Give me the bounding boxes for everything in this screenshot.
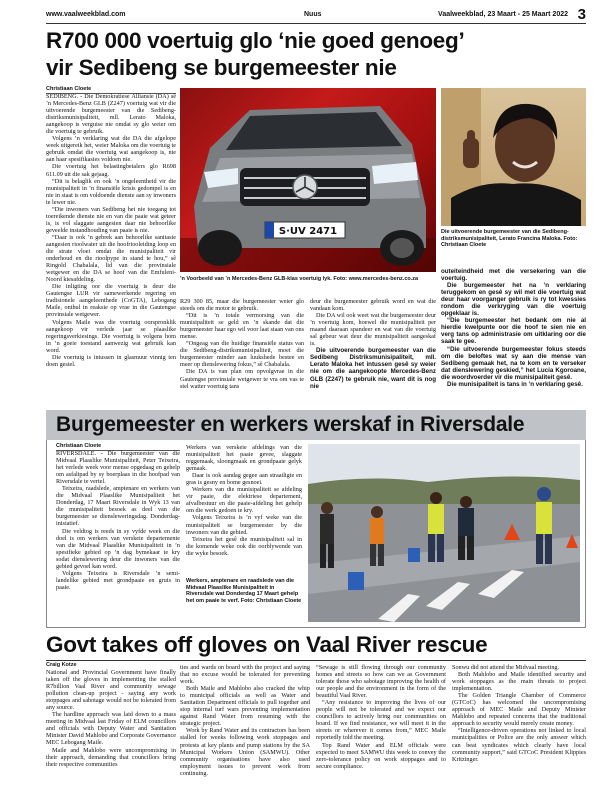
story3-byline: Craig Kotze (46, 662, 77, 668)
story1-paragraph: “Ongeag van die huidige finansiële status van die Sedibeng-distriksmunisipaliteit, moet die burgemeester minder aan luukshede bestee en meer op dienslewering fokus,” sê Chabalala. (180, 340, 304, 369)
story2-paragraph: Werkers van die munisipaliteit se afdeling vir paaie, die elektriese departement, afvalbestuur en die paaie-afdeling het gehelp om die werk gedoen te kry. (186, 486, 302, 515)
story3-rule (46, 660, 586, 661)
story1-paragraph: Die DA is van plan om opvolgvrae in die Gautengse provinsiale wetgewer te vra om vas te stel watter voertuig tans (180, 368, 304, 390)
story3-column-4 (452, 664, 586, 789)
story1-paragraph: “Die burgemeester het bedank om nie al hierdie kwelpunte oor die hoof te sien nie en verg tans op administrasie om uitklaring oor die saak te gee. (441, 317, 586, 346)
story2-column-1 (56, 450, 180, 624)
issue-date: Vaalweekblad, 23 Maart - 25 Maart 2022 (438, 11, 568, 18)
story2-byline: Christiaan Cloete (56, 443, 180, 451)
story1-headline (46, 27, 586, 81)
story1-paragraph: Volgens ’n verklaring wat die DA die afgelope week uitgereik het, weier Maloka om die voertuig te gebruik omdat die voertuig wat aangekoop is, nie aan haar spesifikasies voldoen nie. (46, 135, 176, 164)
story3-paragraph: “Any resistance to improving the lives of our people will not be tolerated and we expect our councillors to actively bring our communities on board. If we find resistance, we will meet it in the streets or wherever it comes from,” MEC Maile reportedly told the meeting. (316, 699, 446, 742)
story1-paragraph: SEDIBENG. - Die Demokratiese Alliansie (DA) sê ’n Mercedes-Benz GLB (Z247) voertuig wat vir die uitvoerende burgemeester van die Sedibeng-distriksmunisipaliteit, mll. Lerato Maloka, aangekoop is verguise nie omdat sy glo weier om die voertuig te gebruik. (46, 93, 176, 136)
story3-paragraph: Both Maile and Mahlobo also cracked the whip to municipal officials as well as Water and Sanitation Department officials to pull together and stop internal turf wars preventing implementation against Rand Water from resuming with the strategic project. (180, 685, 310, 728)
site-url[interactable]: www.vaalweekblad.com (46, 11, 126, 18)
masthead-rule (46, 23, 586, 24)
story2-paragraph: Daar is ook aandag gegee aan straatligte en gras is gesny en bome gesnoei. (186, 472, 302, 487)
story3-paragraph: Maile and Mahlobo were uncompromising in their approach, demanding that councillors bring their respective communities (46, 746, 176, 768)
story3-paragraph: National and Provincial Government have finally taken off the gloves in implementing the stalled R7billion Vaal River and community sewage pollution clean-up project - saying any work stoppages and sabotage would not be tolerated from any source. (46, 669, 176, 712)
story1-paragraph: “Die inwoners van Sedibeng het nie toegang tot toereikende dienste nie en van die paaie wat geteer is, is vol slaggate aangesien daar nie behoorlike geveelde instandhouding van paaie is nie. (46, 205, 176, 234)
story1-column-1 (46, 93, 176, 401)
story1-column-2 (180, 298, 304, 400)
road-workers-illustration (308, 444, 580, 622)
license-plate: S·UV 2471 (278, 226, 338, 237)
story1-paragraph: Die burgemeester het na ’n verklaring teruggekom en gesê sy wil met die voertuig wat deur haar voorganger gebruik is ry tot kwessies rondom die verkryging van die voertuig opgeklaar is. (441, 282, 586, 318)
story1-paragraph: “Dit is ’n totale vermorsing van die munisipaliteit se geld en ’n skande dat die burgemeester haar ego wil voor laat staan van ons mense. (180, 312, 304, 341)
story3-paragraph: ties and wards on board with the project and saying that no excuse would be tolerated for preventing work. (180, 664, 310, 686)
story1-headline-line2: vir Sedibeng se burgemeester nie (46, 55, 397, 80)
story2-paragraph: Die veldtog is reeds in sy vyfde week en die doel is om werkers van verskeie departemente van die Midvaal Plaaslike Munisipaliteit in ’n spesifieke gebied op ’n dag bymekaar te kry sodat dienslewering deur die inwoners van die gebied gevoel kan word. (56, 527, 180, 570)
story2-headline: Burgemeester en werkers werskaf in Riversdale (56, 413, 525, 436)
car-photo (180, 88, 436, 272)
story1-paragraph: Die voertuig het belastingbetalers glo R698 611.09 uit die sak gejaag. (46, 163, 176, 178)
story1-paragraph: Die munisipaliteit is tans in ’n verklaring gesê. (447, 380, 583, 388)
story1-byline: Christiaan Cloete (46, 86, 176, 94)
story1-paragraph: Die DA wil ook weet wat die burgemeester deur ’n voertuig kom, hoewel die munisipaliteit per maand daaraan spandeer en wat van die voertuig sal gebeur wat deur die munisipaliteit aangeskaf is. (310, 312, 436, 348)
story3-paragraph: The Golden Triangle Chamber of Commerce (GTCoC) has welcomed the uncompromising approach of MEC Maile and Deputy Minister Mahlobo and repeated concerns that the traditional approach to security would merely create money. (452, 692, 586, 728)
story2-paragraph: Volgens Teixeira is ’n vyf weke van die munisipaliteit se burgemeester by die inwoners van die gebied. (186, 514, 302, 536)
page-masthead (46, 8, 586, 22)
story1-paragraph: Die uitvoerende burgemeester van die Sedibeng Distriksmunisipaliteit, mll. Lerato Maloka het intussen gesê sy weier nie om die aangekoopte Mercedes-Benz GLB (Z247) te gebruik nie, want dit is nog nie (310, 347, 436, 390)
story1-paragraph: deur die burgemeester gebruik word en wat die vandaan kom. (310, 298, 436, 313)
story3-paragraph: The hardline approach was laid down to a mass meeting in Midvaal last Friday of ELM councillors and officials with Deputy Water and Sanitation Minister David Mahlobo and Corporate Governance MEC Lebogang Maile. (46, 711, 176, 747)
story1-paragraph: “Die uitvoerende burgemeester fokus steeds om die beloftes wat sy aan die mense van Sedibeng gemaak het, na te kom en te verseker dat dienslewering geskied,” het Lucia Kgoroane, die woordvoerder vir die munisipaliteit gesê. (441, 345, 586, 381)
story1-headline-line1: R700 000 voertuig glo ‘nie goed genoeg’ (46, 28, 465, 53)
mayor-portrait (441, 88, 586, 226)
story1-column-3 (310, 298, 436, 400)
section-name: Nuus (304, 11, 322, 18)
story3-column-1 (46, 669, 176, 789)
story3-paragraph: Work by Rand Water and its contractors has been stalled for weeks following work stoppages and protests at key plants and pump stations by the SA Municipal Workers Union (SAMWU). Other community organisations have also used employment issues to prevent work from continuing. (180, 727, 310, 777)
story1-paragraph: Volgens Maile was die voertuig oorspronklik aangekoop vir verlede jaar se plaaslike regeringsverkiesings. Die voertuig is volgens hom in ’n goeie toestand aanwezig wat gebruik kan word. (46, 318, 176, 354)
story1-paragraph: Die inligting oor die voertuig is deur die Gautengse LUR vir samewerkende regering en tradisionele aangeleenthede (CoGTA), Lebogang Maile, onthul in reaksie op vrae in die Gautengse provinsiale wetgewer. (46, 283, 176, 319)
story1-paragraph: “Dit is belaglik en ook ’n ongeleentheid vir die munisipaliteit in ’n finansiële krisis gedompel is en nie in staat is om voldoende dienste aan sy inwoners te lewer nie. (46, 177, 176, 206)
story2-paragraph: Werkers van verskeie afdelings van die munisipaliteit het paaie gevee, slaggate reggemaak, sloongmaak en grondpaaie gelyk gemaak. (186, 444, 302, 473)
story1-paragraph: outeiteindheid met die versekering van die voertuig. (441, 268, 586, 283)
story3-headline: Govt takes off gloves on Vaal River rescue (46, 632, 488, 657)
story1-paragraph: “Daar is ook ’n gebrek aan behoorlike sanitasie aangesien rioolwater uit die hoofriooleiding loop en die strate vloei omdat die munisipaliteit vir onderhoud en die rioolpype in stand te hou,” sê Ringold Chabalala, lid van die provinsiale wetgewer en die DA se hoof van die Emfuleni-Noord kiesafdeling. (46, 233, 176, 284)
story3-paragraph: Top Rand Water and ELM officials were expected to meet SAMWU this week to convey the zero-tolerance policy on work stoppages and to secure compliance. (316, 741, 446, 770)
story3-paragraph: “Sewage is still flowing through our community homes and streets so how can we as Government tolerate those who sabotage improving the health of our people and the environment in the form of the beautiful Vaal River. (316, 664, 446, 700)
story3-column-2 (180, 664, 310, 789)
story3-paragraph: Sonwu did not attend the Midvaal meeting. (452, 664, 560, 671)
car-photo-caption: ’n Voorbeeld van ’n Mercedes-Benz GLB-klas voertuig lyk. Foto: www.mercedes-benz.co.za (180, 276, 419, 282)
portrait-illustration (441, 88, 586, 226)
story1-column-4 (441, 268, 586, 401)
story2-column-2 (186, 444, 302, 568)
story2-paragraph: Teixeira het gesê die munisipaliteit sal in die komende weke ook die oorblywende van die wyke besoek. (186, 535, 302, 557)
story2-paragraph: Volgens Teixeira is Riversdale ’n semi-landelike gebied met grondpaaie en gruis in paaie. (56, 569, 180, 591)
story3-paragraph: “Intelligence-driven operations not linked to local municipalities or Police are the only answer which can beat syndicates which clearly have local community support,” said GTCoC President Klippies Kritzinger. (452, 727, 586, 763)
portrait-caption: Die uitvoerende burgemeester van die Sedibeng-distriksmunisipaliteit, Lerato Francina Maloka. Foto: Christiaan Cloete (441, 229, 578, 249)
story3-paragraph: Both Mahlobo and Maile identified security and work stoppages as the main threats to project implementation. (452, 671, 586, 693)
road-workers-photo (308, 444, 580, 622)
page-number: 3 (577, 6, 586, 23)
story2-paragraph: RIVERSDALE. - Die burgemeester van die Midvaal Plaaslike Munisipaliteit, Peter Teixeira, het verlede week voor mense opgedaag en gehelp om asfaltpad by sy boerplaas in die hoofpad van Riversdale te vertel. (56, 450, 180, 486)
story2-photo-caption: Werkers, amptenare en raadslede van die Midvaal Plaaslike Munisipaliteit in Riversdale wat Donderdag 17 Maart gehelp het om paaie te verf. Foto: Christiaan Cloete (186, 578, 302, 604)
story2-paragraph: Teixeira, raadslede, amptenare en werkers van die Midvaal Plaaslike Munisipaliteit het Donderdag, 17 Maart Riversdale in Wyk 13 van die munisipaliteit besoek as deel van die burgemeester se diensleweringsdag. Donderdag-inisiatief. (56, 485, 180, 528)
story1-paragraph: R29 300 85, maar die burgemeester weier glo steeds om die motor te gebruik. (180, 298, 304, 313)
mercedes-suv-illustration (180, 88, 436, 272)
story3-column-3 (316, 664, 446, 789)
story1-paragraph: Die voertuig is intussen in glasmuur vinnig ten doen gestel. (46, 353, 176, 368)
